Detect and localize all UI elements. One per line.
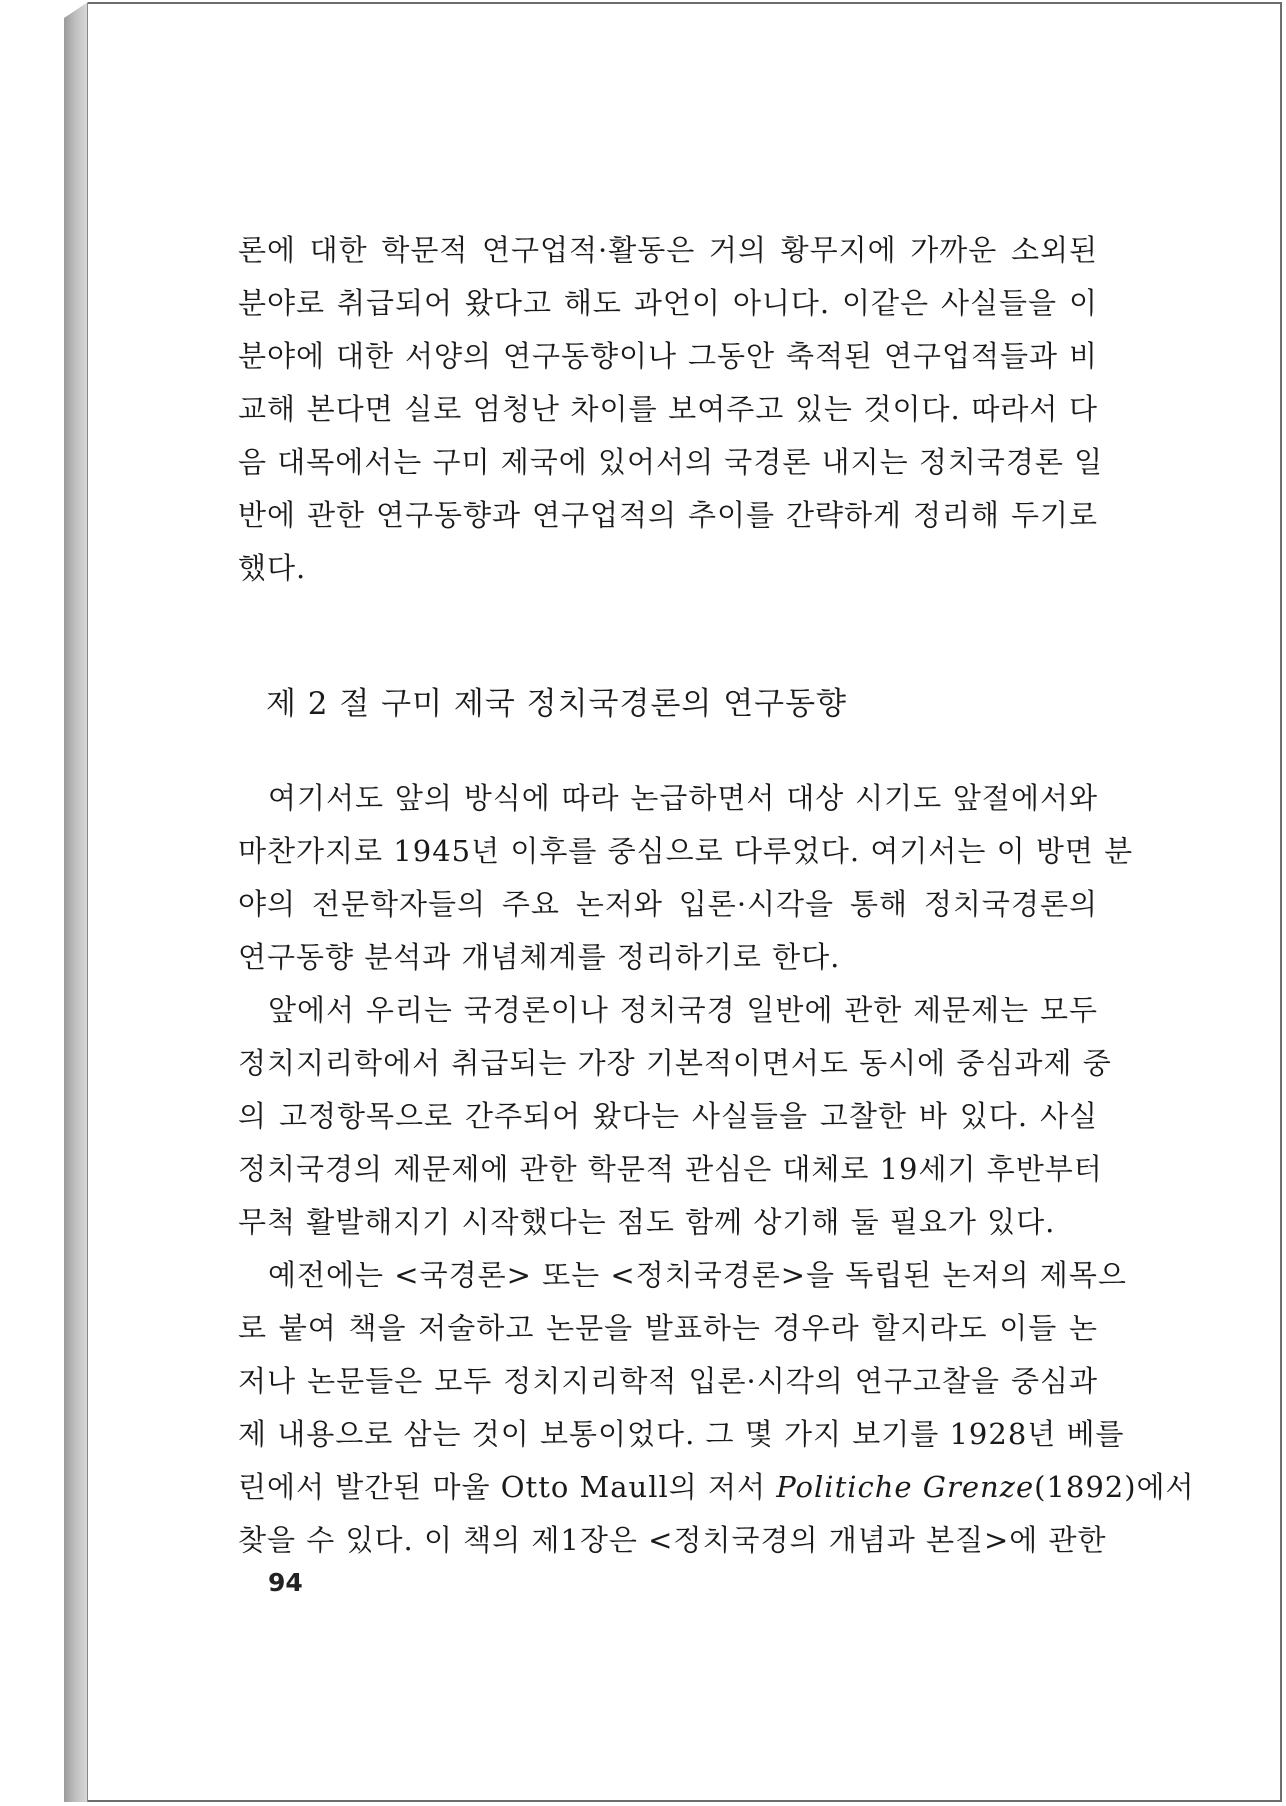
- page-number: 94: [268, 1568, 303, 1597]
- text-line: 로 붙여 책을 저술하고 논문을 발표하는 경우라 할지라도 이들 논: [238, 1311, 1098, 1345]
- section-heading: 제 2 절 구미 제국 정치국경론의 연구동향: [266, 686, 847, 722]
- text-line-with-title: [238, 1461, 1195, 1514]
- text-line: 저나 논문들은 모두 정치지리학적 입론·시각의 연구고찰을 중심과: [238, 1364, 1098, 1398]
- text-fragment: 린에서 발간된 마울 Otto Maull의 저서: [238, 1470, 777, 1504]
- text-line: 앞에서 우리는 국경론이나 정치국경 일반에 관한 제문제는 모두: [268, 993, 1098, 1027]
- text-line: 예전에는 <국경론> 또는 <정치국경론>을 독립된 논저의 제목으: [268, 1258, 1127, 1292]
- text-line: 분야에 대한 서양의 연구동향이나 그동안 축적된 연구업적들과 비: [238, 339, 1098, 373]
- text-line: 했다.: [238, 551, 307, 585]
- text-line: 음 대목에서는 구미 제국에 있어서의 국경론 내지는 정치국경론 일: [238, 445, 1104, 479]
- text-line: 정치지리학에서 취급되는 가장 기본적이면서도 동시에 중심과제 중: [238, 1046, 1112, 1080]
- text-line: 무척 활발해지기 시작했다는 점도 함께 상기해 둘 필요가 있다.: [238, 1205, 1056, 1239]
- book-title: Politiche Grenze: [776, 1470, 1035, 1504]
- section-body: [238, 772, 1195, 1567]
- text-line: 의 고정항목으로 간주되어 왔다는 사실들을 고찰한 바 있다. 사실: [238, 1099, 1098, 1133]
- book-title-suffix: (1892)에서: [1034, 1470, 1195, 1504]
- text-line: 분야로 취급되어 왔다고 해도 과언이 아니다. 이같은 사실들을 이: [238, 286, 1098, 320]
- text-line: 연구동향 분석과 개념체계를 정리하기로 한다.: [238, 940, 841, 974]
- text-line: 반에 관한 연구동향과 연구업적의 추이를 간략하게 정리해 두기로: [238, 498, 1098, 532]
- text-line: 야의 전문학자들의 주요 논저와 입론·시각을 통해 정치국경론의: [238, 887, 1098, 921]
- book-spine-corner: [64, 2, 88, 18]
- text-line: 교해 본다면 실로 엄청난 차이를 보여주고 있는 것이다. 따라서 다: [238, 392, 1098, 426]
- text-line: 마찬가지로 1945년 이후를 중심으로 다루었다. 여기서는 이 방면 분: [238, 834, 1134, 868]
- text-line: 정치국경의 제문제에 관한 학문적 관심은 대체로 19세기 후반부터: [238, 1152, 1103, 1186]
- book-spine: [64, 2, 88, 1802]
- paragraph-continued: [238, 224, 1104, 595]
- text-line: 론에 대한 학문적 연구업적·활동은 거의 황무지에 가까운 소외된: [238, 233, 1098, 267]
- text-line: 제 내용으로 삼는 것이 보통이었다. 그 몇 가지 보기를 1928년 베를: [238, 1417, 1125, 1451]
- text-line: 찾을 수 있다. 이 책의 제1장은 <정치국경의 개념과 본질>에 관한: [238, 1523, 1107, 1557]
- text-line: 여기서도 앞의 방식에 따라 논급하면서 대상 시기도 앞절에서와: [268, 781, 1098, 815]
